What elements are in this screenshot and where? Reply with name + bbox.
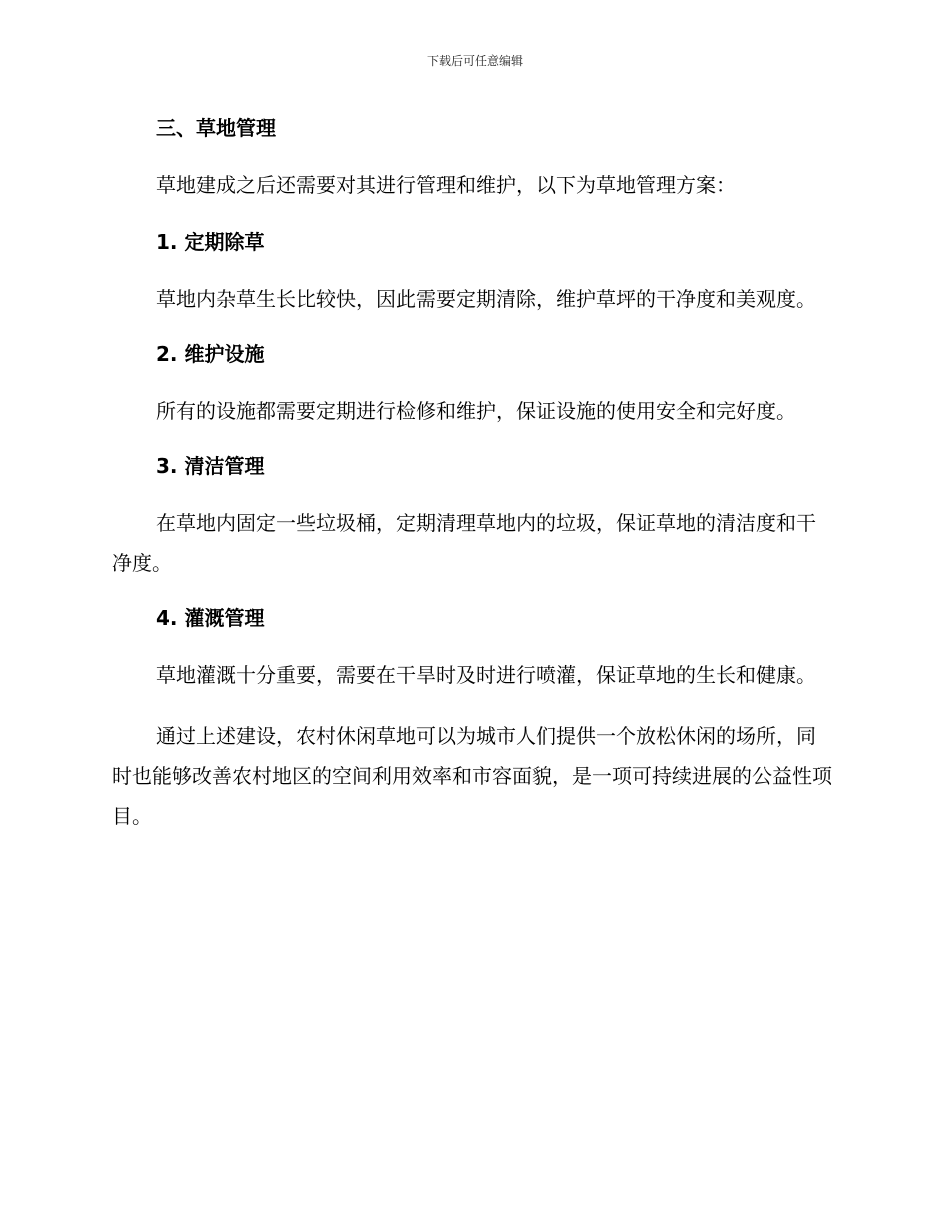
item-heading-1: 1. 定期除草 bbox=[156, 230, 265, 254]
item-text-2: 所有的设施都需要定期进行检修和维护，保证设施的使用安全和完好度。 bbox=[156, 399, 796, 423]
item-heading-3: 3. 清洁管理 bbox=[156, 454, 265, 478]
item-heading-2: 2. 维护设施 bbox=[156, 342, 265, 366]
item-text-4: 草地灌溉十分重要，需要在干旱时及时进行喷灌，保证草地的生长和健康。 bbox=[156, 663, 816, 687]
intro-paragraph: 草地建成之后还需要对其进行管理和维护，以下为草地管理方案： bbox=[156, 173, 736, 197]
item-text-3: 在草地内固定一些垃圾桶，定期清理草地内的垃圾，保证草地的清洁度和干净度。 bbox=[112, 511, 816, 575]
item-heading-4: 4. 灌溉管理 bbox=[156, 606, 265, 630]
conclusion-paragraph: 通过上述建设，农村休闲草地可以为城市人们提供一个放松休闲的场所，同时也能够改善农村地区的空间利用效率和市容面貌，是一项可持续进展的公益性项目。 bbox=[112, 724, 832, 828]
section-title: 三、草地管理 bbox=[156, 116, 276, 140]
document-body bbox=[112, 110, 832, 836]
item-text-1: 草地内杂草生长比较快，因此需要定期清除，维护草坪的干净度和美观度。 bbox=[156, 287, 816, 311]
page-header-note: 下载后可任意编辑 bbox=[426, 54, 523, 68]
